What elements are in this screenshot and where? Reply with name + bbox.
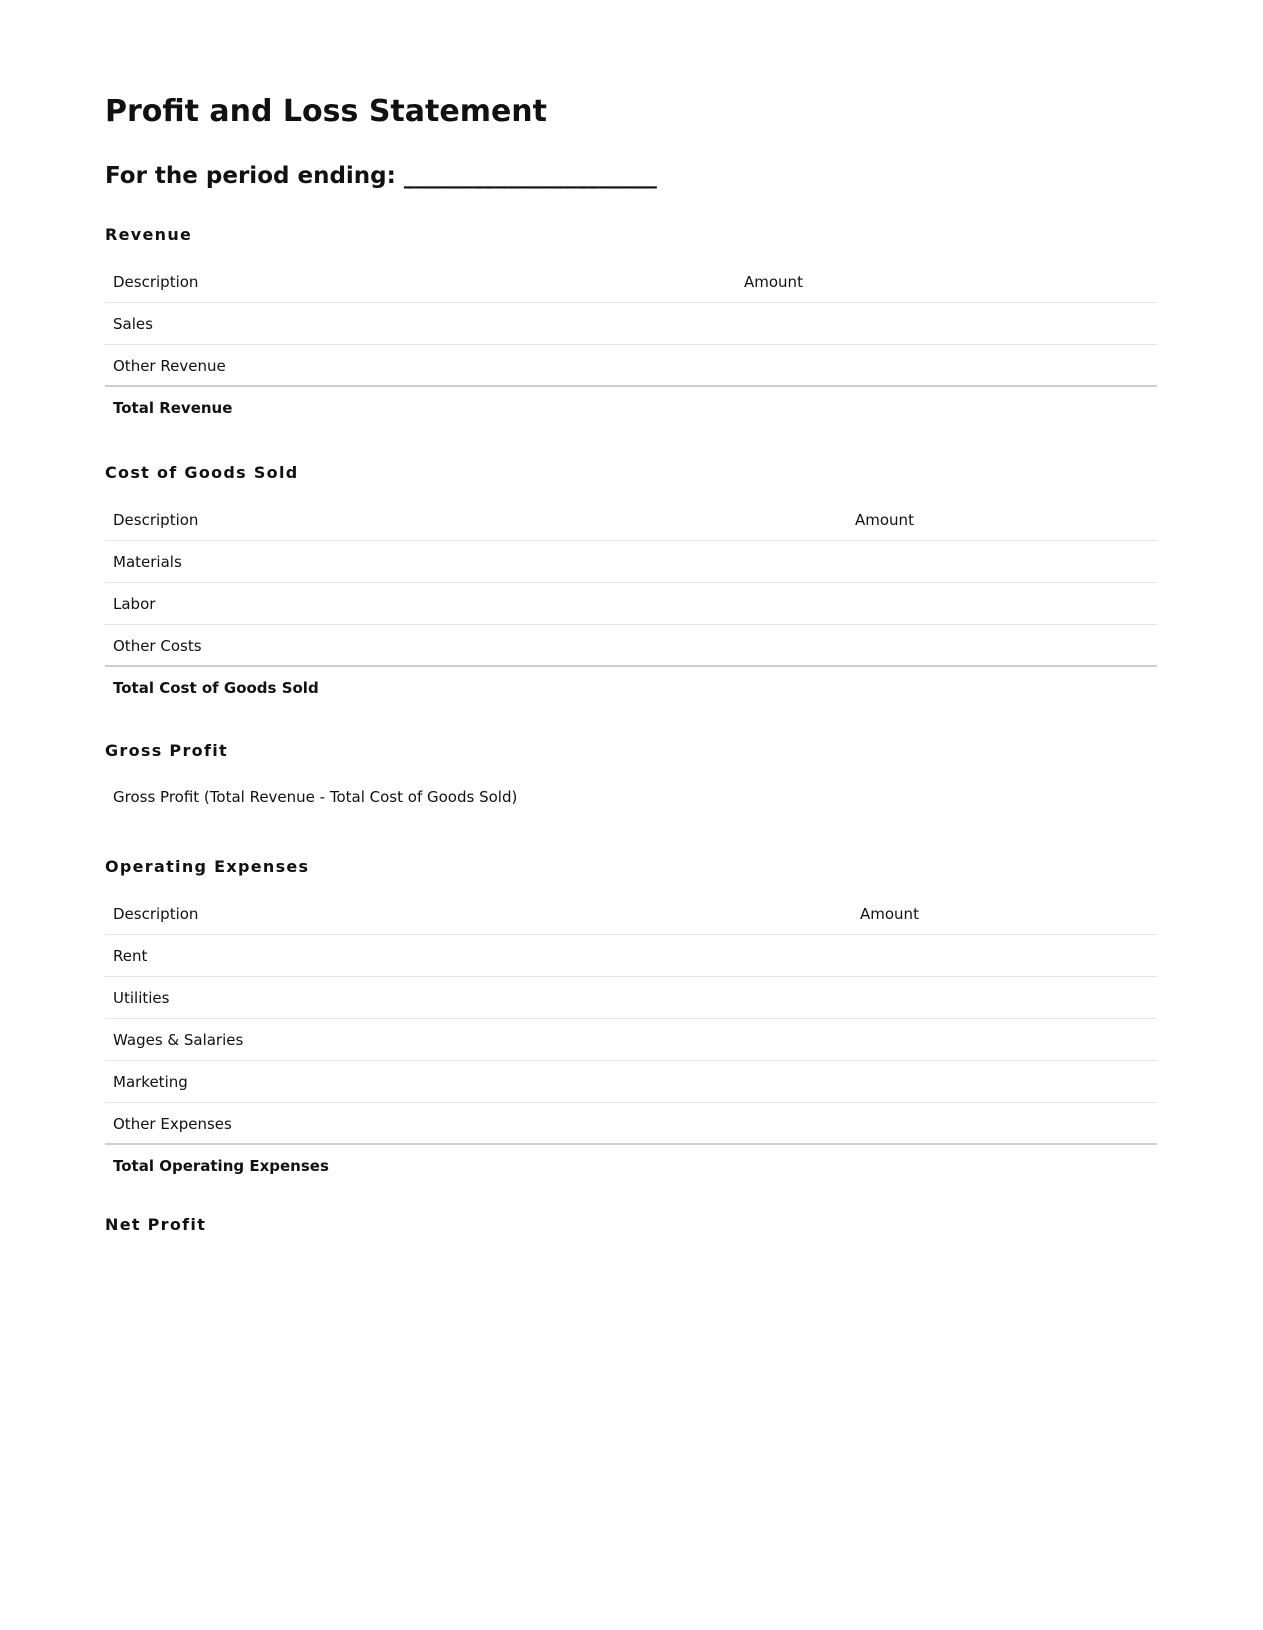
table-row [105,625,1157,667]
table-row [105,345,1157,387]
table-header-row [105,894,1157,935]
table-row [105,935,1157,977]
row-label: Materials [113,553,182,571]
table-row [105,1061,1157,1103]
gross-profit-heading: Gross Profit [105,741,228,760]
row-label: Other Costs [113,637,202,655]
table-row [105,977,1157,1019]
opex-heading: Operating Expenses [105,857,310,876]
column-header-description: Description [113,273,199,291]
table-header-row [105,262,1157,303]
table-row [105,541,1157,583]
row-label: Other Revenue [113,357,226,375]
row-label: Labor [113,595,156,613]
column-header-amount: Amount [855,511,914,529]
column-header-amount: Amount [860,905,919,923]
revenue-heading: Revenue [105,225,193,244]
column-header-description: Description [113,511,199,529]
row-label: Sales [113,315,153,333]
total-row [105,667,1157,709]
total-row [105,387,1157,429]
table-row [105,1019,1157,1061]
total-label: Total Revenue [113,399,233,417]
total-row [105,1145,1157,1187]
row-label: Wages & Salaries [113,1031,244,1049]
row-label: Rent [113,947,148,965]
revenue-table [105,262,1157,429]
row-label: Other Expenses [113,1115,232,1133]
column-header-description: Description [113,905,199,923]
opex-table [105,894,1157,1187]
row-label: Marketing [113,1073,188,1091]
gross-profit-formula: Gross Profit (Total Revenue - Total Cost of Goods Sold) [113,788,518,806]
column-header-amount: Amount [744,273,803,291]
cogs-heading: Cost of Goods Sold [105,463,299,482]
row-label: Utilities [113,989,170,1007]
page-title: Profit and Loss Statement [105,94,548,129]
total-label: Total Operating Expenses [113,1157,329,1175]
table-row [105,583,1157,625]
table-row [105,303,1157,345]
net-profit-heading: Net Profit [105,1215,207,1234]
cogs-table [105,500,1157,709]
table-header-row [105,500,1157,541]
total-label: Total Cost of Goods Sold [113,679,319,697]
period-label: For the period ending: ______________________ [105,163,657,189]
table-row [105,1103,1157,1145]
